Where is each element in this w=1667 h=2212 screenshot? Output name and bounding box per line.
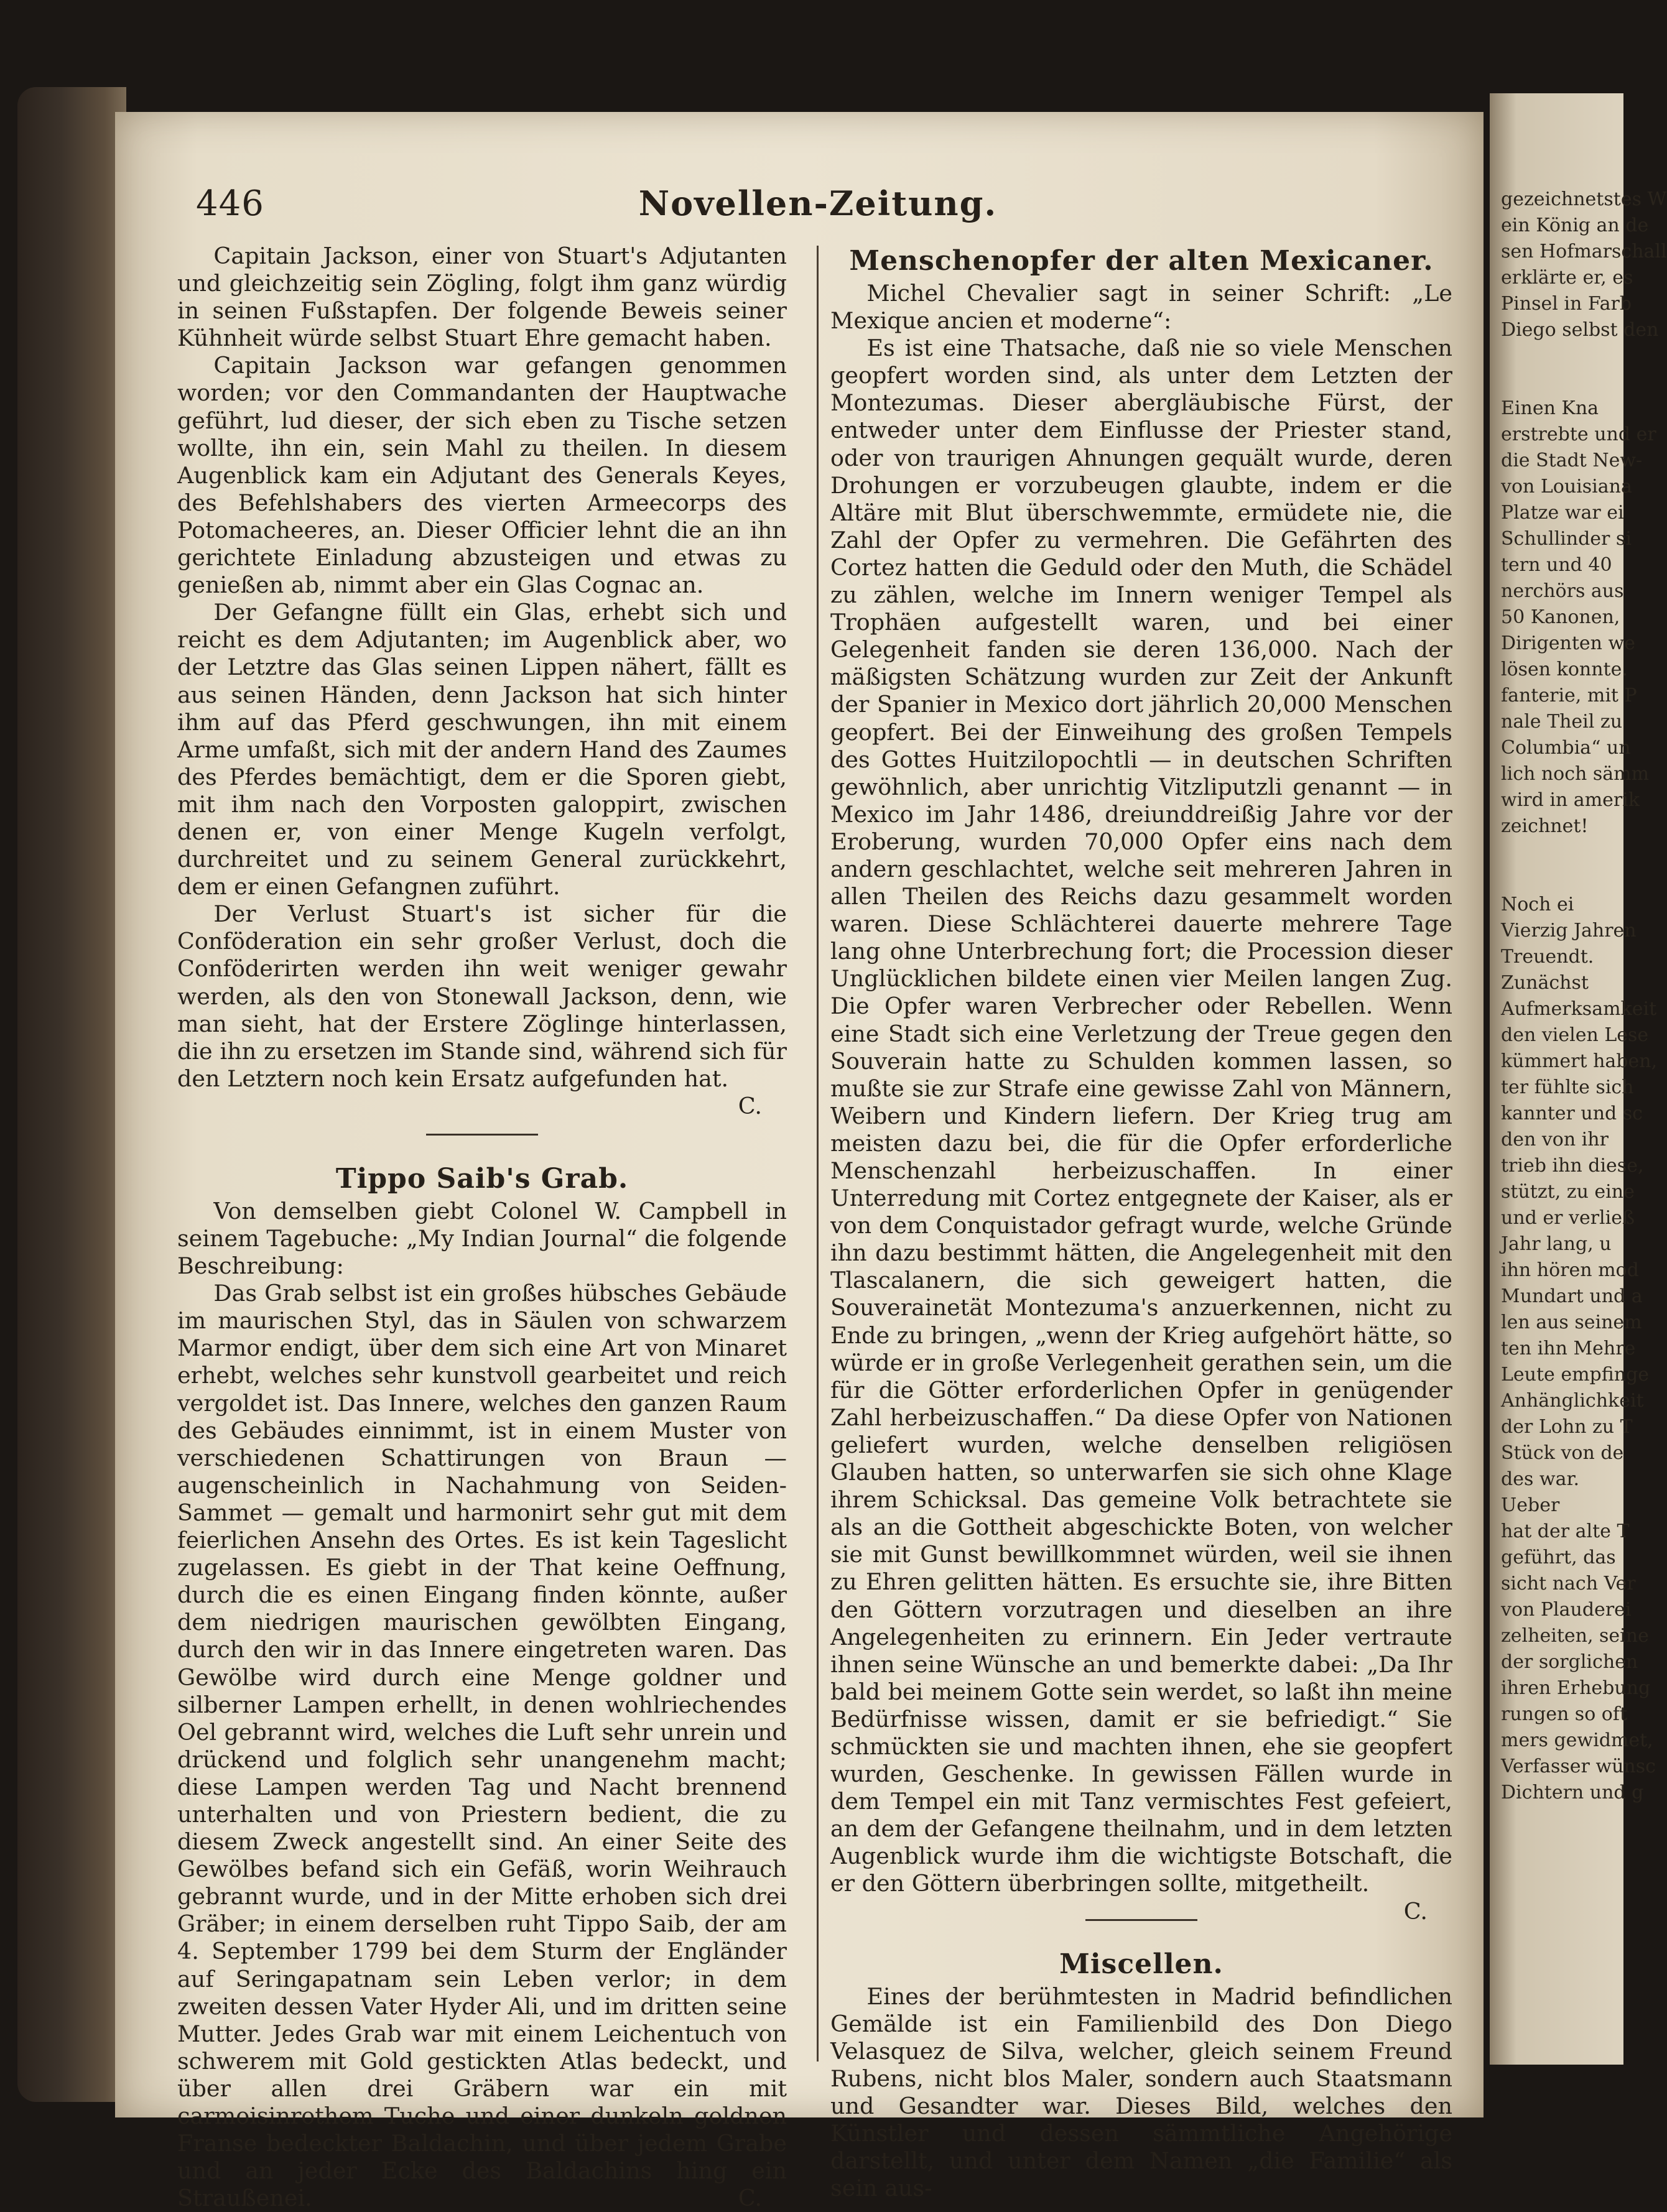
author-signature: C. <box>738 1092 762 1119</box>
adjacent-page-line: von Louisiana <box>1501 476 1632 497</box>
left-page <box>115 112 1484 2212</box>
adjacent-page-line: Einen Kna <box>1501 397 1599 419</box>
adjacent-page-line: ihren Erhebung <box>1501 1677 1651 1699</box>
adjacent-page-line: des war. <box>1501 1468 1580 1490</box>
section-heading-tippo-saib: Tippo Saib's Grab. <box>335 1162 629 1195</box>
adjacent-page-line: nerchörs aus <box>1501 580 1624 602</box>
adjacent-page-line: Treuendt. <box>1501 946 1594 968</box>
adjacent-page-line: fanterie, mit P <box>1501 685 1637 706</box>
adjacent-page-line: sicht nach Ver <box>1501 1573 1636 1594</box>
adjacent-page-text <box>1501 187 1667 1806</box>
adjacent-page-line: Zunächst <box>1501 972 1589 994</box>
adjacent-page-line: die Stadt New- <box>1501 450 1643 471</box>
adjacent-page-line: lich noch sämm <box>1501 763 1650 785</box>
adjacent-page-line: zeichnet! <box>1501 815 1589 837</box>
author-signature: C. <box>1403 1897 1428 1925</box>
adjacent-page-line: Jahr lang, u <box>1501 1233 1612 1255</box>
adjacent-page-line: Dirigenten we <box>1501 632 1635 654</box>
left-column <box>177 243 787 2212</box>
adjacent-page-line: ein König an de <box>1501 215 1649 236</box>
adjacent-page-line: Noch ei <box>1501 894 1574 915</box>
adjacent-page-line: Pinsel in Farb <box>1501 293 1632 315</box>
adjacent-page-line: Diego selbst den <box>1501 319 1659 341</box>
paragraph-text: Das Grab selbst ist ein großes hübsches Gebäude im maurischen Styl, das in Säulen von schwarzem Marmor endigt, über dem sich eine Art von Minaret erhebt, welches sehr kunstvoll gearbeitet und reich vergoldet ist. Das Innere, welches den ganzen Raum des Gebäudes einnimmt, ist in einem Muster von verschiedenen Schattirungen von Braun — augenscheinlich in Nachahmung von Seiden-Sammet — gemalt und harmonirt sehr gut mit dem feierlichen Ansehn des Ortes. Es ist kein Tageslicht zugelassen. Es giebt in der That keine Oeffnung, durch die es einen Eingang finden könnte, außer dem niedrigen maurischen gewölbten Eingang, durch den wir in das Innere eingetreten waren. Das Gewölbe wird durch eine Menge goldner und silberner Lampen erhellt, in denen wohlriechendes Oel gebrannt wird, welches die Luft sehr unrein und drückend und folglich sehr unangenehm macht; diese Lampen werden Tag und Nacht brennend unterhalten und von Priestern bedient, die zu diesem Zweck angestellt sind. An einer Seite des Gewölbes befand sich ein Gefäß, worin Weihrauch gebrannt wurde, und in der Mitte erhoben sich drei Gräber; in einem derselben ruht Tippo Saib, der am 4. September 1799 bei dem Sturm der Engländer auf Seringapatnam sein Leben verlor; in dem zweiten dessen Vater Hyder Ali, und im dritten seine Mutter. Jedes Grab war mit einem Leichentuch von schwerem mit Gold gestickten Atlas bedeckt, und über allen drei Gräbern war ein mit carmoisinrothem Tuche und einer dunkeln goldnen Franse bedeckter Baldachin, und über jedem Grabe und an jeder Ecke des Baldachins hing ein Straußenei. <box>177 1280 787 2212</box>
adjacent-page-line: nale Theil zu <box>1501 711 1623 733</box>
adjacent-page-line <box>1501 369 1625 396</box>
adjacent-page-line <box>1501 343 1625 369</box>
article-paragraph <box>830 335 1452 1925</box>
paragraph-text: Es ist eine Thatsache, daß nie so viele Menschen geopfert worden sind, als unter dem Letzten der Montezumas. Dieser abergläubische Fürst, der entweder unter dem Einflusse der Priester stand, oder von traurigen Ahnungen gequält wurde, deren Drohungen er vorzubeugen glaubte, indem er die Altäre mit Blut überschwemmte, ermüdete nie, die Zahl der Opfer zu vermehren. Die Gefährten des Cortez hatten die Geduld oder den Muth, die Schädel zu zählen, welche im Innern weniger Tempel als Trophäen aufgestellt waren, und bei einer Gelegenheit fanden sie deren 136,000. Nach der mäßigsten Schätzung wurden zur Zeit der Ankunft der Spanier in Mexico dort jährlich 20,000 Menschen geopfert. Bei der Einweihung des großen Tempels des Gottes Huitzilopochtli — in deutschen Schriften gewöhnlich, aber unrichtig Vitzliputzli genannt — in Mexico im Jahr 1486, dreiunddreißig Jahre vor der Eroberung, wurden 70,000 Opfer eins nach dem andern geschlachtet, welche seit mehreren Jahren in allen Theilen des Reichs dazu gesammelt worden waren. Diese Schlächterei dauerte mehrere Tage lang ohne Unterbrechung fort; die Procession dieser Unglücklichen bildete einen vier Meilen langen Zug. Die Opfer waren Verbrecher oder Rebellen. Wenn eine Stadt sich eine Verletzung der Treue gegen den Souverain hatte zu Schulden kommen lassen, so mußte sie zur Strafe eine gewisse Zahl von Männern, Weibern und Kindern liefern. Der Krieg trug am meisten dazu bei, die für die Opfer erforderliche Menschenzahl herbeizuschaffen. In einer Unterredung mit Cortez entgegnete der Kaiser, als er von dem Conquistador gefragt wurde, welche Gründe ihn dazu bestimmt hätten, die Angelegenheit mit den Tlascalanern, die sich geweigert hatten, die Souverainetät Montezuma's anzuerkennen, nicht zu Ende zu bringen, „wenn der Krieg aufgehört hätte, so würde er in große Verlegenheit gerathen sein, um die für die Götter erforderlichen Opfer in genügender Zahl herbeizuschaffen.“ Da diese Opfer von Nationen geliefert wurden, welche denselben religiösen Glauben hatten, so unterwarfen sie sich ohne Klage ihrem Schicksal. Das gemeine Volk betrachtete sie als an die Gottheit abgeschickte Boten, von welcher sie mit Gunst bewillkommnet würden, weil sie ihnen zu Ehren gelitten hätten. Es ersuchte sie, ihre Bitten den Göttern vorzutragen und dieselben an ihre Angelegenheiten zu erinnern. Ein Jeder vertraute ihnen seine Wünsche an und bemerkte dabei: „Da Ihr bald bei meinem Gotte sein werdet, so laßt ihn meine Bedürfnisse wissen, damit er sie befriedigt.“ Sie schmückten sie und machten ihnen, ehe sie geopfert wurden, Geschenke. In gewissen Fällen wurde in dem Tempel ein mit Tanz vermischtes Fest gefeiert, an dem der Gefangene theilnahm, und in dem letzten Augenblick wurde ihm die wichtigste Botschaft, die er den Göttern überbringen sollte, mitgetheilt. <box>830 335 1452 1897</box>
adjacent-page-line: den von ihr <box>1501 1129 1609 1150</box>
adjacent-page-line: ten ihn Mehre <box>1501 1338 1636 1359</box>
adjacent-page-line: len aus seinem <box>1501 1312 1642 1333</box>
adjacent-page-line: Anhänglichkeit <box>1501 1390 1644 1412</box>
adjacent-page-line: lösen konnte. <box>1501 659 1628 680</box>
adjacent-page-line: trieb ihn diese, <box>1501 1155 1644 1177</box>
adjacent-page-line: 50 Kanonen, <box>1501 606 1620 628</box>
adjacent-page-line: geführt, das <box>1501 1547 1616 1568</box>
adjacent-page-line: Leute empfinge <box>1501 1364 1650 1386</box>
article-paragraph: Von demselben giebt Colonel W. Campbell in seinem Tagebuche: „My Indian Journal“ die folgende Beschreibung: <box>177 1197 787 1280</box>
adjacent-page-line: rungen so oft <box>1501 1703 1628 1725</box>
adjacent-page-line: stützt, zu eine <box>1501 1181 1635 1203</box>
adjacent-page-edge <box>1490 93 1667 2065</box>
journal-title: Novellen-Zeitung. <box>638 183 998 223</box>
adjacent-page-line: Platze war ei <box>1501 502 1624 524</box>
adjacent-page-line: kannter und sc <box>1501 1103 1643 1124</box>
adjacent-page-line: Ueber <box>1501 1494 1560 1516</box>
article-paragraph <box>177 900 787 1119</box>
adjacent-page-line: Verfasser wünsc <box>1501 1756 1656 1777</box>
adjacent-page-line: sen Hofmarschall <box>1501 241 1667 262</box>
right-column <box>830 243 1452 2202</box>
adjacent-page-line: zelheiten, seine <box>1501 1625 1649 1647</box>
adjacent-page-line <box>1501 840 1625 866</box>
adjacent-page-line <box>1501 866 1625 892</box>
adjacent-page-line: Schullinder si <box>1501 528 1632 550</box>
author-signature: C. <box>738 2185 762 2212</box>
page-number: 446 <box>196 183 264 224</box>
adjacent-page-line: gezeichnetstes W <box>1501 188 1667 210</box>
article-paragraph: Capitain Jackson, einer von Stuart's Adjutanten und gleichzeitig sein Zögling, folgt ihm ganz würdig in seinen Fußstapfen. Der folgende Beweis seiner Kühnheit würde selbst Stuart Ehre gemacht haben. <box>177 243 787 352</box>
adjacent-page-line: wird in amerik <box>1501 789 1640 811</box>
adjacent-page-line: Columbia“ un <box>1501 737 1631 759</box>
adjacent-page-line: hat der alte T <box>1501 1520 1630 1542</box>
article-paragraph: Der Gefangne füllt ein Glas, erhebt sich und reicht es dem Adjutanten; im Augenblick aber, wo der Letztre das Glas seinen Lippen nähert, fällt es aus seinen Händen, denn Jackson hat sich hinter ihm auf das Pferd geschwungen, ihn mit einem Arme umfaßt, sich mit der andern Hand des Zaumes des Pferdes bemächtigt, dem er die Sporen giebt, mit ihm nach den Vorposten galoppirt, zwischen denen er, von einer Menge Kugeln verfolgt, durchreitet und zu seinem General zurückkehrt, dem er einen Gefangnen zuführt. <box>177 599 787 900</box>
article-paragraph: Michel Chevalier sagt in seiner Schrift: „Le Mexique ancien et moderne“: <box>830 280 1452 335</box>
adjacent-page-line: erklärte er, es <box>1501 267 1633 289</box>
adjacent-page-line: erstrebte und er <box>1501 423 1656 445</box>
column-rule <box>817 246 819 2062</box>
adjacent-page-line: der Lohn zu T <box>1501 1416 1633 1438</box>
adjacent-page-line: Mundart und a <box>1501 1285 1643 1307</box>
adjacent-page-line: den vielen Lese <box>1501 1024 1649 1046</box>
adjacent-page-line: Vierzig Jahren <box>1501 920 1637 942</box>
article-paragraph <box>177 1280 787 2212</box>
article-paragraph: Capitain Jackson war gefangen genommen worden; vor den Commandanten der Hauptwache geführt, lud dieser, der sich eben zu Tische setzen wollte, ihn ein, sein Mahl zu theilen. In diesem Augenblick kam ein Adjutant des Generals Keyes, des Befehlshabers des vierten Armeecorps des Potomacheeres, an. Dieser Officier lehnt die an ihn gerichtete Einladung abzusteigen und etwas zu genießen ab, nimmt aber ein Glas Cognac an. <box>177 352 787 599</box>
adjacent-page-line: mers gewidmet, <box>1501 1729 1653 1751</box>
section-heading-menschenopfer: Menschenopfer der alten Mexicaner. <box>849 245 1434 277</box>
paragraph-text: Der Verlust Stuart's ist sicher für die Conföderation ein sehr großer Verlust, doch die Conföderirten werden ihn weit weniger gewahr werden, als den von Stonewall Jackson, denn, wie man sieht, hat der Erstere Zöglinge hinterlassen, die ihn zu ersetzen im Stande sind, während sich für den Letztern noch kein Ersatz aufgefunden hat. <box>177 900 787 1092</box>
adjacent-page-line: Dichtern und g <box>1501 1782 1644 1803</box>
section-heading-miscellen: Miscellen. <box>1059 1948 1224 1980</box>
running-head <box>196 183 1440 239</box>
adjacent-page-line: tern und 40 <box>1501 554 1612 576</box>
adjacent-page-line: von Plauderei <box>1501 1599 1632 1621</box>
adjacent-page-line: und er verließ <box>1501 1207 1635 1229</box>
book-spine <box>17 87 126 2102</box>
adjacent-page-line: kümmert haben, <box>1501 1050 1658 1072</box>
adjacent-page-line: Stück von de <box>1501 1442 1624 1464</box>
adjacent-page-line: ter fühlte sich <box>1501 1076 1634 1098</box>
adjacent-page-line: Aufmerksamkeit <box>1501 998 1657 1020</box>
adjacent-page-line: ihn hören mod <box>1501 1259 1639 1281</box>
adjacent-page-line: der sorglichen <box>1501 1651 1638 1673</box>
article-paragraph: Eines der berühmtesten in Madrid befindlichen Gemälde ist ein Familienbild des Don Diego Velasquez de Silva, welcher, gleich seinem Freund Rubens, nicht blos Maler, sondern auch Staatsmann und Gesandter war. Dieses Bild, welches den Künstler und dessen sämmtliche Angehörige darstellt, und unter dem Namen „die Familie“ als sein aus- <box>830 1983 1452 2202</box>
